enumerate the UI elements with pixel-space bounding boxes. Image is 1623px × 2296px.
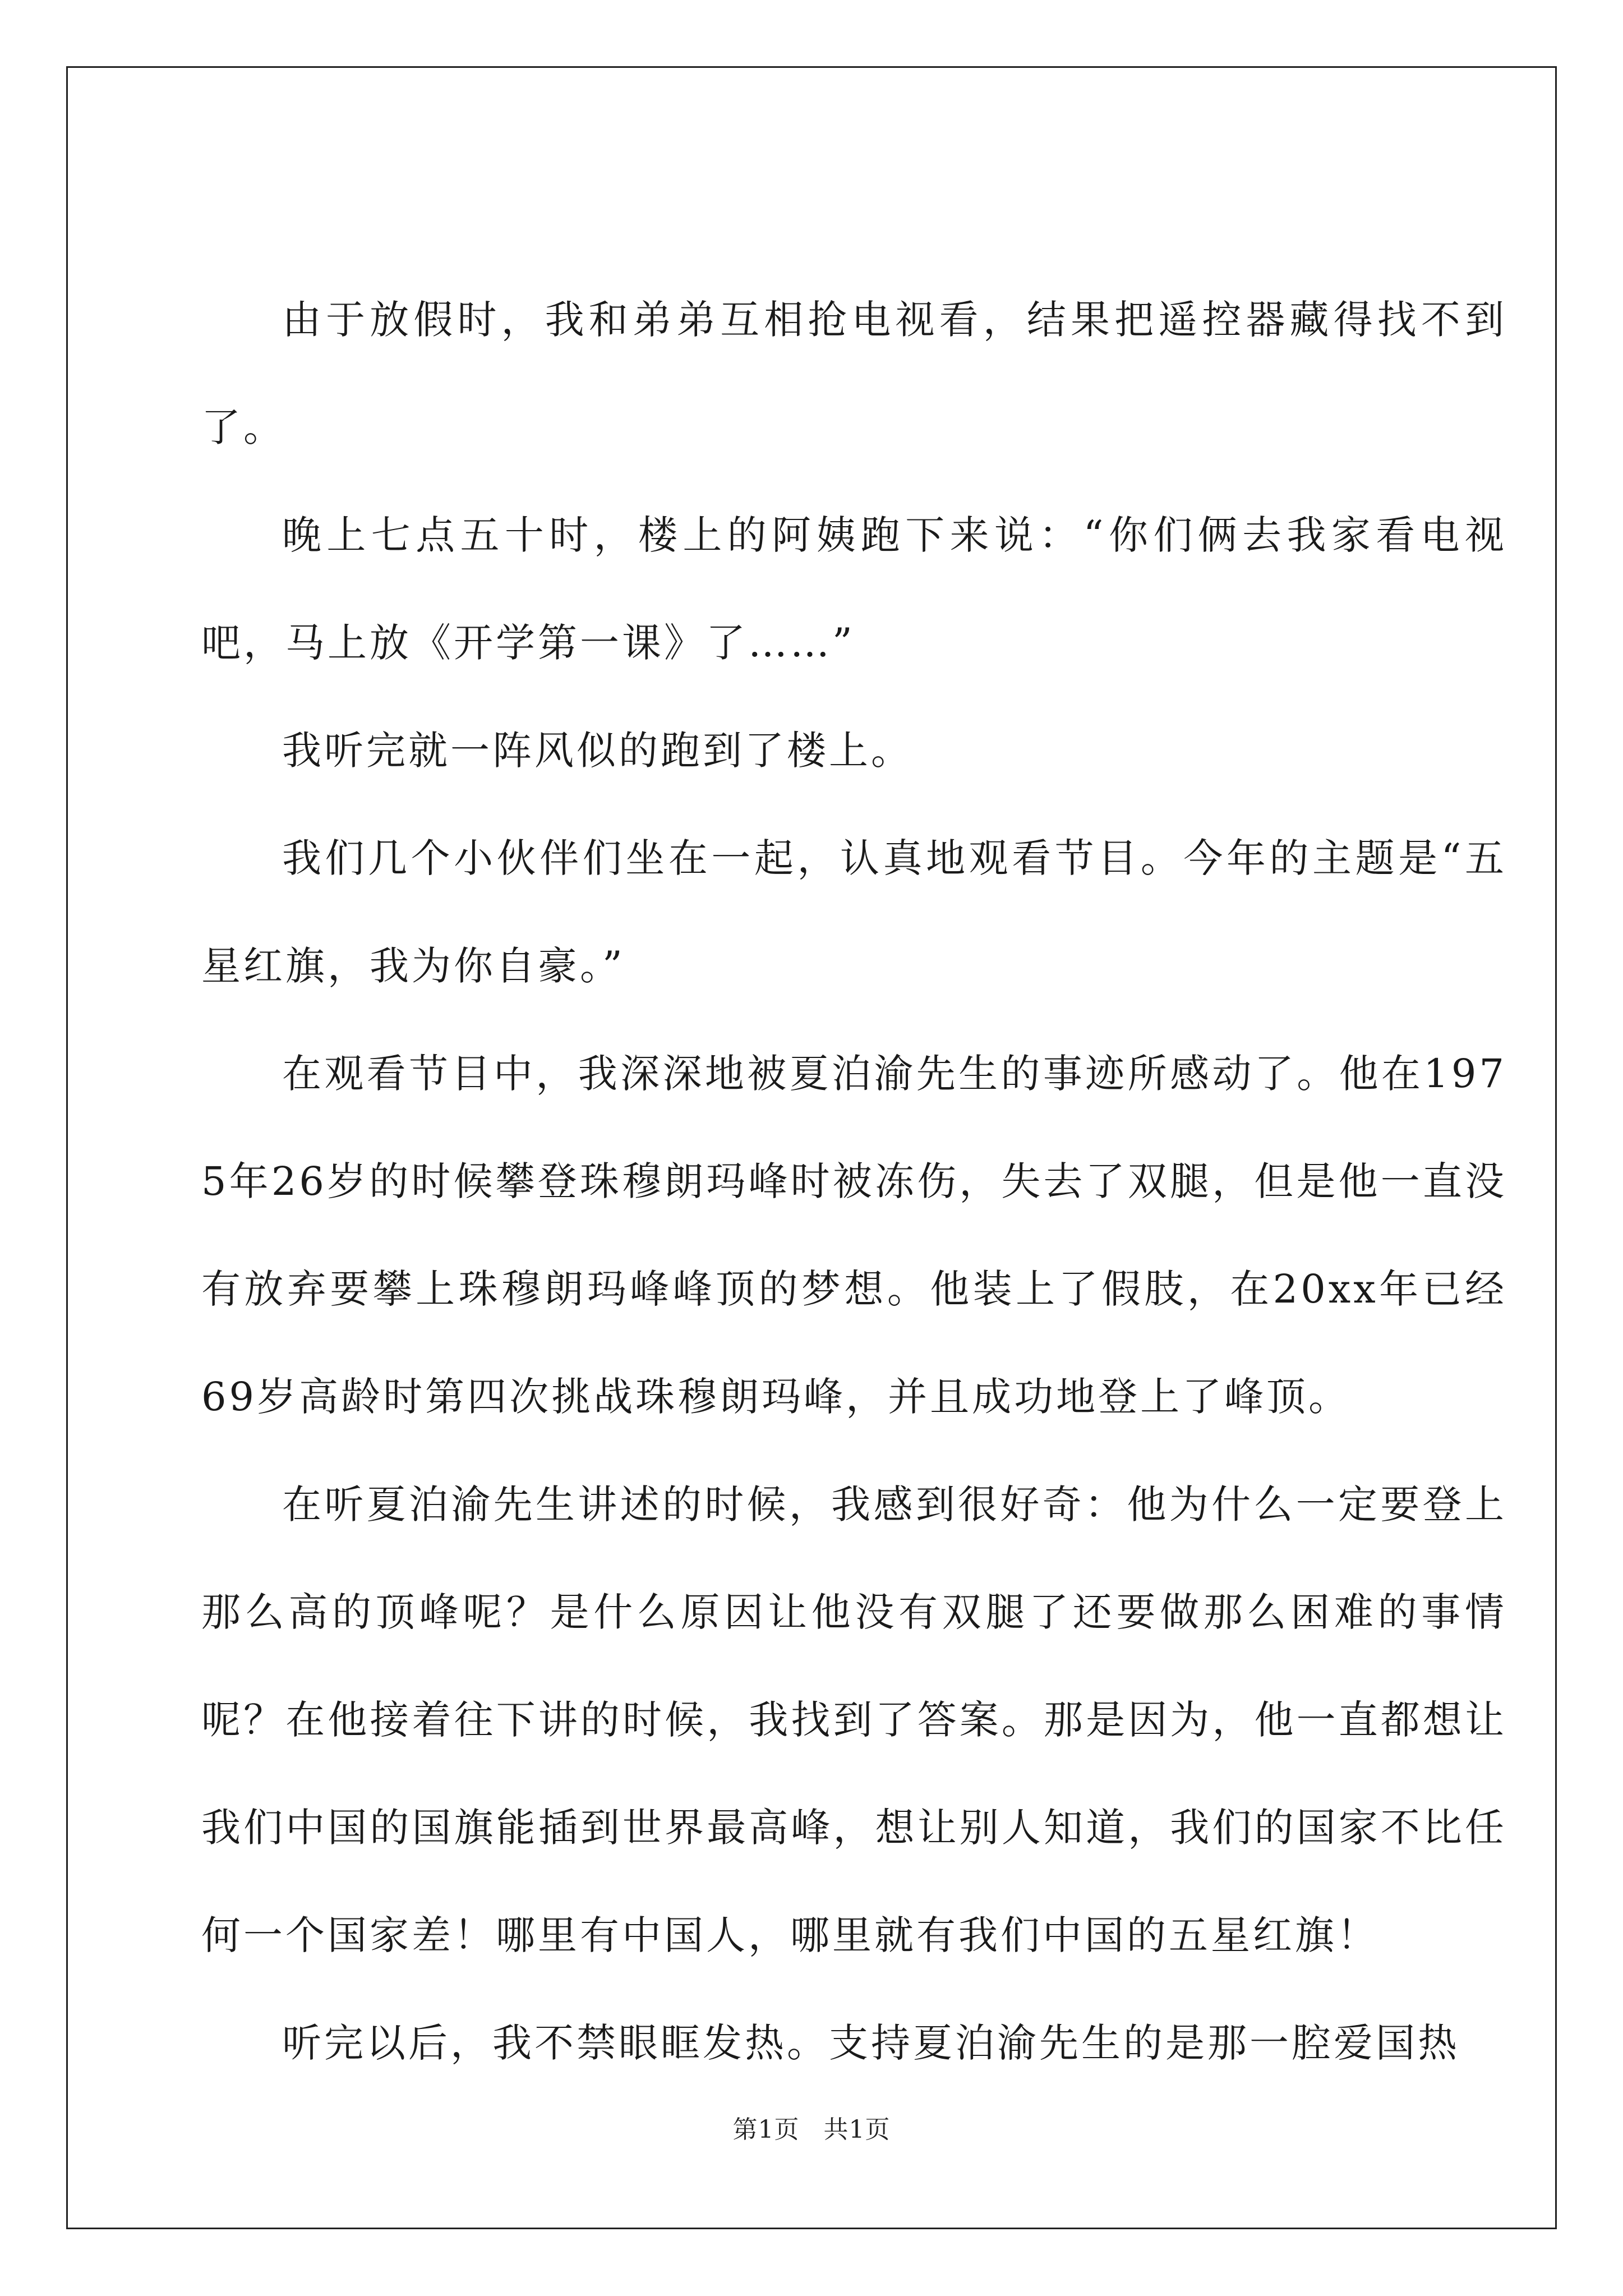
paragraph: 晚上七点五十时，楼上的阿姨跑下来说：“你们俩去我家看电视吧，马上放《开学第一课》了……” [201,512,1507,666]
page-footer [0,2109,1623,2145]
paragraph: 我听完就一阵风似的跑到了楼上。 [282,728,913,774]
paragraph: 在观看节目中，我深深地被夏泊渝先生的事迹所感动了。他在1975年26岁的时候攀登珠穆朗玛峰时被冻伤，失去了双腿，但是他一直没有放弃要攀上珠穆朗玛峰峰顶的梦想。他装上了假肢，在20xx年已经69岁高龄时第四次挑战珠穆朗玛峰，并且成功地登上了峰顶。 [201,1051,1507,1420]
page-total: 共1页 [823,2115,891,2144]
paragraph: 由于放假时，我和弟弟互相抢电视看，结果把遥控器藏得找不到了。 [201,297,1507,450]
page-frame [66,66,1557,2229]
paragraph: 我们几个小伙伴们坐在一起，认真地观看节目。今年的主题是“五星红旗，我为你自豪。” [201,835,1507,989]
paragraph: 听完以后，我不禁眼眶发热。支持夏泊渝先生的是那一腔爱国热 [282,2020,1460,2066]
paragraph: 在听夏泊渝先生讲述的时候，我感到很好奇：他为什么一定要登上那么高的顶峰呢？是什么原因让他没有双腿了还要做那么困难的事情呢？在他接着往下讲的时候，我找到了答案。那是因为，他一直都想让我们中国的国旗能插到世界最高峰，想让别人知道，我们的国家不比任何一个国家差！哪里有中国人，哪里就有我们中国的五星红旗！ [201,1481,1507,1958]
page-number: 第1页 [732,2115,800,2144]
